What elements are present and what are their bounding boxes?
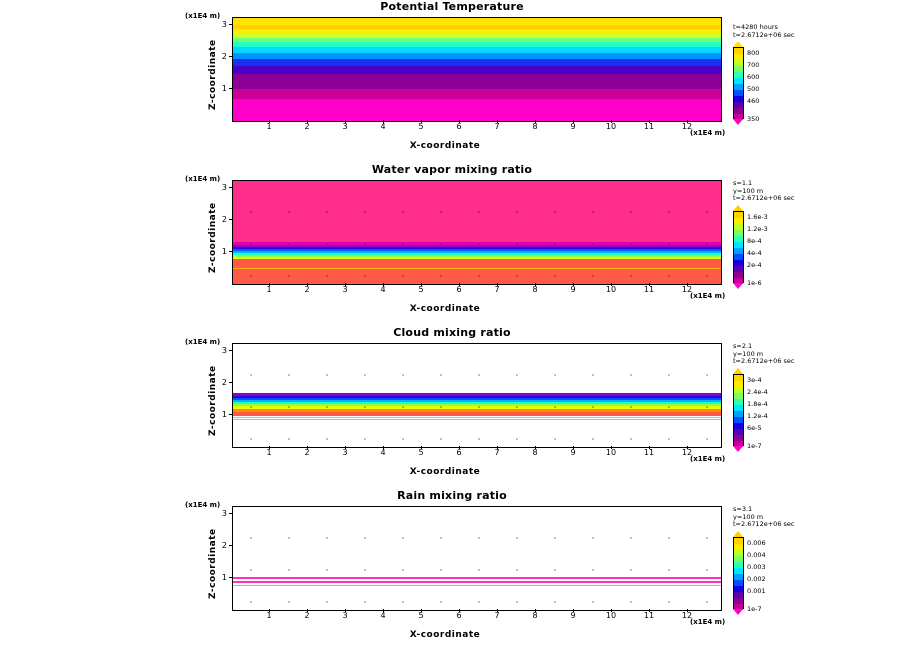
x-tick-label: 1 [266,448,272,457]
x-tick-label: 2 [304,448,310,457]
x-tick-label: 3 [342,285,348,294]
colorbar-tick-label: 2e-4 [747,260,762,269]
contour-band [233,259,721,284]
colorbar-tick-label: 1e-7 [747,604,762,613]
contour-band [233,181,721,242]
annotation-time-seconds: t=2.6712e+06 sec [733,357,795,365]
chart-panel-water-vapor [0,163,904,323]
x-tick-label: 8 [532,448,538,457]
y-tick-label: 2 [221,541,227,550]
x-tick-label: 8 [532,285,538,294]
x-tick-label: 8 [532,611,538,620]
chart-panel-cloud [0,326,904,486]
contour-band [233,412,721,416]
x-tick-label: 3 [342,611,348,620]
y-tick-label: 1 [221,247,227,256]
annotation-y: y=100 m [733,512,764,521]
x-tick-label: 7 [494,122,500,131]
colorbar-tick-label: 4e-4 [747,248,762,257]
page-title: Cloud mixing ratio [393,326,511,339]
colorbar-tick-label: 0.004 [747,550,766,559]
y-tick-label: 1 [221,410,227,419]
x-tick-label: 9 [570,448,576,457]
y-tick-label: 3 [221,509,227,518]
x-tick-label: 5 [418,122,424,131]
legend [733,343,794,452]
x-tick-label: 8 [532,122,538,131]
y-axis-unit: (x1E4 m) [185,12,221,20]
contour-line [233,268,721,269]
x-axis-unit: (x1E4 m) [690,455,726,463]
x-tick-label: 4 [380,448,386,457]
colorbar-under-arrow [733,283,743,289]
x-tick-label: 12 [681,611,693,620]
plot-area [232,506,722,611]
contour-line [233,585,721,586]
x-axis-unit: (x1E4 m) [690,129,726,137]
x-tick-label: 10 [605,611,617,620]
colorbar-tick-label: 6e-5 [747,423,762,432]
annotation-s: s=3.1 [733,505,753,513]
y-tick-label: 3 [221,346,227,355]
x-tick-label: 12 [681,122,693,131]
page-title: Rain mixing ratio [397,489,507,502]
colorbar [733,211,744,283]
y-tick-label: 2 [221,52,227,61]
x-tick-label: 2 [304,611,310,620]
colorbar-under-arrow [733,119,743,125]
colorbar-tick-label: 800 [747,49,760,57]
annotation-time-hours: t=4280 hours [733,23,778,31]
colorbar-under-arrow [733,609,743,615]
x-tick-label: 11 [643,122,655,131]
x-tick-label: 4 [380,611,386,620]
plot-area [232,180,722,285]
contour-band [233,74,721,89]
y-tick-label: 3 [221,183,227,192]
x-tick-label: 6 [456,122,462,131]
contour-band [233,59,721,66]
grid-dots [233,507,721,610]
y-axis-unit: (x1E4 m) [185,175,221,183]
colorbar [733,374,744,446]
x-tick-label: 11 [643,285,655,294]
legend [733,24,794,125]
colorbar-tick-label: 0.002 [747,574,766,583]
contour-band [233,99,721,121]
contour-line [233,581,721,583]
x-tick-label: 1 [266,611,272,620]
y-axis-unit: (x1E4 m) [185,338,221,346]
x-tick-label: 9 [570,285,576,294]
colorbar-tick-label: 600 [747,73,760,81]
x-tick-label: 2 [304,285,310,294]
y-tick-label: 1 [221,84,227,93]
x-tick-label: 10 [605,122,617,131]
colorbar-tick-label: 1.6e-3 [747,212,768,221]
annotation-s: s=1.1 [733,179,753,187]
x-tick-label: 10 [605,448,617,457]
contour-band [233,66,721,74]
x-tick-label: 11 [643,448,655,457]
contour-line [233,577,721,579]
y-tick-label: 3 [221,20,227,29]
colorbar-tick-label: 0.003 [747,562,766,571]
colorbar-tick-label: 1.2e-4 [747,411,768,420]
contour-band [233,89,721,99]
x-tick-label: 11 [643,611,655,620]
y-axis-label: Z-coordinate [208,202,218,273]
x-tick-label: 1 [266,285,272,294]
x-tick-label: 3 [342,448,348,457]
x-tick-label: 12 [681,285,693,294]
colorbar-tick-label: 1.8e-4 [747,399,768,408]
contour-band [233,18,721,25]
colorbar-under-arrow [733,446,743,452]
x-tick-label: 1 [266,122,272,131]
y-axis-label: Z-coordinate [208,39,218,110]
annotation-time-seconds: t=2.6712e+06 sec [733,30,795,39]
colorbar-tick-label: 1e-6 [747,278,762,287]
x-tick-label: 12 [681,448,693,457]
annotation-y: y=100 m [733,186,764,195]
x-tick-label: 2 [304,122,310,131]
chart-panel-potential-temperature [0,0,904,160]
y-axis-label: Z-coordinate [208,365,218,436]
x-axis-unit: (x1E4 m) [690,618,726,626]
x-tick-label: 5 [418,611,424,620]
legend [733,506,794,615]
x-tick-label: 6 [456,285,462,294]
colorbar-tick-label: 350 [747,115,760,123]
y-tick-label: 2 [221,215,227,224]
x-axis-unit: (x1E4 m) [690,292,726,300]
y-tick-label: 2 [221,378,227,387]
page-title: Potential Temperature [380,0,524,13]
x-axis-label: X-coordinate [409,141,481,151]
colorbar-tick-label: 8e-4 [747,236,762,245]
x-tick-label: 6 [456,448,462,457]
x-tick-label: 10 [605,285,617,294]
x-tick-label: 7 [494,448,500,457]
x-tick-label: 5 [418,285,424,294]
colorbar-tick-label: 700 [747,61,760,69]
contour-line [233,417,721,418]
colorbar-tick-label: 0.006 [747,538,766,547]
x-axis-label: X-coordinate [409,630,481,640]
colorbar-tick-label: 0.001 [747,586,766,595]
colorbar-tick-label: 2.4e-4 [747,387,768,396]
chart-panel-rain [0,489,904,654]
y-axis-label: Z-coordinate [208,528,218,599]
plot-area [232,17,722,122]
colorbar-tick-label: 460 [747,97,760,105]
x-tick-label: 6 [456,611,462,620]
y-tick-label: 1 [221,573,227,582]
x-tick-label: 9 [570,611,576,620]
colorbar [733,47,744,119]
colorbar-tick-label: 3e-4 [747,375,762,384]
annotation-y: y=100 m [733,349,764,358]
page-title: Water vapor mixing ratio [371,163,533,176]
contour-line [233,419,721,420]
x-tick-label: 4 [380,285,386,294]
x-tick-label: 5 [418,448,424,457]
x-tick-label: 9 [570,122,576,131]
colorbar-tick-label: 500 [747,85,760,93]
colorbar [733,537,744,609]
colorbar-tick-label: 1.2e-3 [747,224,768,233]
annotation-time-seconds: t=2.6712e+06 sec [733,194,795,202]
plot-area [232,343,722,448]
x-tick-label: 7 [494,611,500,620]
annotation-time-seconds: t=2.6712e+06 sec [733,520,795,528]
x-tick-label: 4 [380,122,386,131]
x-tick-label: 7 [494,285,500,294]
legend [733,180,794,289]
annotation-s: s=2.1 [733,342,753,350]
y-axis-unit: (x1E4 m) [185,501,221,509]
x-tick-label: 3 [342,122,348,131]
x-axis-label: X-coordinate [409,467,481,477]
colorbar-tick-label: 1e-7 [747,441,762,450]
x-axis-label: X-coordinate [409,304,481,314]
